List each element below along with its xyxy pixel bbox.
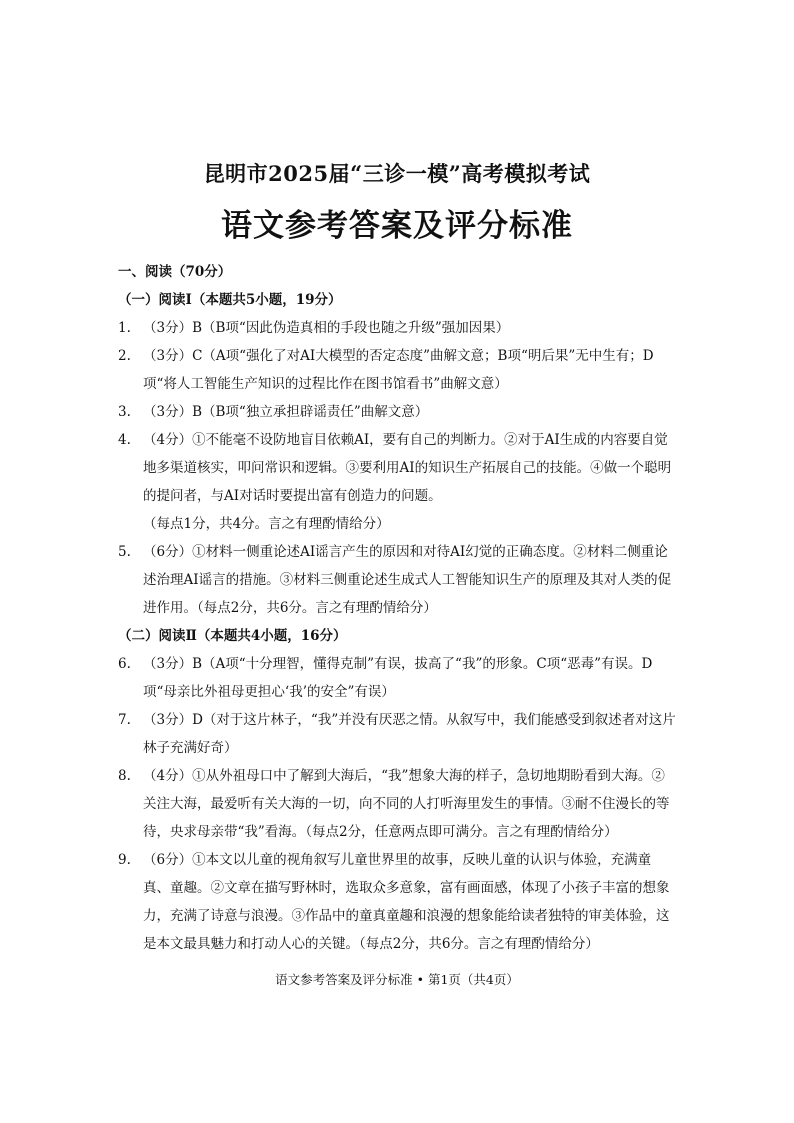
- item-text: （3分）D（对于这片林子，“我”并没有厌恶之情。从叙写中，我们能感受到叙述者对这片林子充满好奇）: [143, 712, 676, 756]
- answer-item-9: [118, 846, 678, 958]
- item-text: （6分）①材料一侧重论述AI谣言产生的原因和对待AI幻觉的正确态度。②材料二侧重论述治理AI谣言的措施。③材料三侧重论述生成式人工智能知识生产的原理及其对人类的促进作用。: [143, 544, 672, 616]
- answer-item-1: [118, 314, 678, 342]
- item-number: 1.: [118, 320, 131, 336]
- answer-item-4: [118, 426, 678, 538]
- item-text: （4分）①不能毫不设防地盲目依赖AI，要有自己的判断力。②对于AI生成的内容要自觉地多渠道核实，叩问常识和逻辑。③要利用AI的知识生产拓展自己的技能。④做一个聪明的提问者，与AI对话时要提出富有创造力的问题。: [143, 432, 672, 504]
- answer-item-2: [118, 342, 678, 398]
- answer-item-5: [118, 538, 678, 622]
- item-number: 6.: [118, 656, 131, 672]
- item-text: （3分）C（A项“强化了对AI大模型的否定态度”曲解文意；B项“明后果”无中生有；D项“将人工智能生产知识的过程比作在图书馆看书”曲解文意）: [143, 348, 654, 392]
- item-text: （3分）B（B项“因此伪造真相的手段也随之升级”强加因果）: [143, 320, 510, 336]
- item-number: 7.: [118, 712, 131, 728]
- answer-content: [118, 258, 678, 958]
- scoring-note: （每点2分，共6分。言之有理酌情给分）: [197, 600, 437, 616]
- item-number: 2.: [118, 348, 131, 364]
- document-title: 语文参考答案及评分标准: [221, 208, 573, 244]
- item-text: （3分）B（B项“独立承担辟谣责任”曲解文意）: [143, 404, 429, 420]
- item-number: 5.: [118, 544, 131, 560]
- part-heading: （二）阅读Ⅱ（本题共4小题，16分）: [118, 628, 347, 644]
- exam-title: 昆明市2025届“三诊一模”高考模拟考试: [203, 161, 591, 186]
- item-number: 8.: [118, 768, 131, 784]
- scoring-note: （每点1分，共4分。言之有理酌情给分）: [143, 516, 390, 532]
- item-number: 9.: [118, 852, 131, 868]
- answer-item-7: [118, 706, 678, 762]
- item-number: 3.: [118, 404, 131, 420]
- scoring-note: （每点2分，共6分。言之有理酌情给分）: [359, 936, 599, 952]
- part-heading: （一）阅读Ⅰ（本题共5小题，19分）: [118, 292, 342, 308]
- answer-item-8: [118, 762, 678, 846]
- answer-item-6: [118, 650, 678, 706]
- item-text: （4分）①从外祖母口中了解到大海后，“我”想象大海的样子，急切地期盼看到大海。②关注大海，最爱听有关大海的一切，向不同的人打听海里发生的事情。③耐不住漫长的等待，央求母亲带“我”看海。: [143, 768, 670, 840]
- section-heading: 一、阅读（70分）: [118, 264, 232, 280]
- item-number: 4.: [118, 432, 131, 448]
- scoring-note: （每点2分，任意两点即可满分。言之有理酌情给分）: [305, 824, 618, 840]
- item-text: （6分）①本文以儿童的视角叙写儿童世界里的故事，反映儿童的认识与体验，充满童真、童趣。②文章在描写野林时，选取众多意象，富有画面感，体现了小孩子丰富的想象力，充满了诗意与浪漫。③作品中的童真童趣和浪漫的想象能给读者独特的审美体验，这是本文最具魅力和打动人心的关键。: [143, 852, 670, 952]
- item-text: （3分）B（A项“十分理智，懂得克制”有误，拔高了“我”的形象。C项“恶毒”有误。D项“母亲比外祖母更担心‘我’的安全”有误）: [143, 656, 653, 700]
- page-footer: 语文参考答案及评分标准 • 第1页（共4页）: [275, 972, 519, 987]
- answer-item-3: [118, 398, 678, 426]
